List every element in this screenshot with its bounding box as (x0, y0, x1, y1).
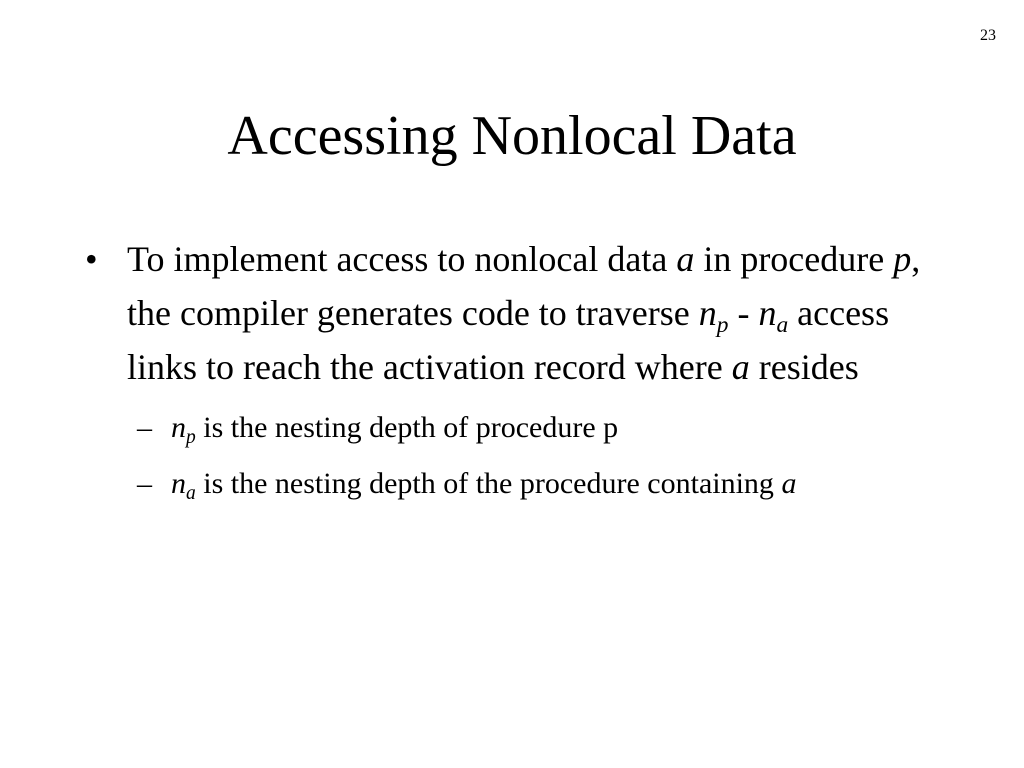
sub-bullet-text-part: is the nesting depth of the procedure containing (195, 467, 782, 500)
bullet-text-part: resides (749, 347, 859, 387)
subscript-p: p (716, 312, 729, 339)
variable-n: n (758, 293, 777, 333)
bullet-item (85, 232, 945, 394)
bullet-text-part: , the compiler generates code to traverse (127, 239, 921, 333)
slide-title: Accessing Nonlocal Data (227, 105, 797, 167)
sub-bullet-text-part: is the nesting depth of procedure p (195, 411, 619, 444)
subscript-a: a (186, 482, 196, 504)
variable-n: n (698, 293, 717, 333)
variable-n: n (171, 467, 186, 500)
bullet-text-part: in procedure (694, 239, 894, 279)
dash-marker: – (137, 411, 152, 444)
variable-a: a (731, 347, 750, 387)
subscript-a: a (776, 312, 789, 339)
bullet-text (127, 232, 945, 394)
sub-bullet-list (85, 404, 945, 508)
variable-a: a (781, 467, 797, 500)
variable-a: a (676, 239, 695, 279)
bullet-marker: • (85, 239, 98, 279)
dash-marker: – (137, 467, 152, 500)
sub-bullet-item (85, 460, 945, 508)
slide-number: 23 (980, 27, 996, 44)
variable-p: p (893, 239, 912, 279)
sub-bullet-text (171, 404, 945, 452)
sub-bullet-text (171, 460, 945, 508)
minus-sign: - (728, 293, 759, 333)
bullet-text-part: access links to reach the activation record where (127, 293, 890, 387)
variable-n: n (171, 411, 186, 444)
bullet-list (85, 232, 945, 516)
bullet-text-part: To implement access to nonlocal data (127, 239, 677, 279)
subscript-p: p (186, 426, 196, 448)
sub-bullet-item (85, 404, 945, 452)
